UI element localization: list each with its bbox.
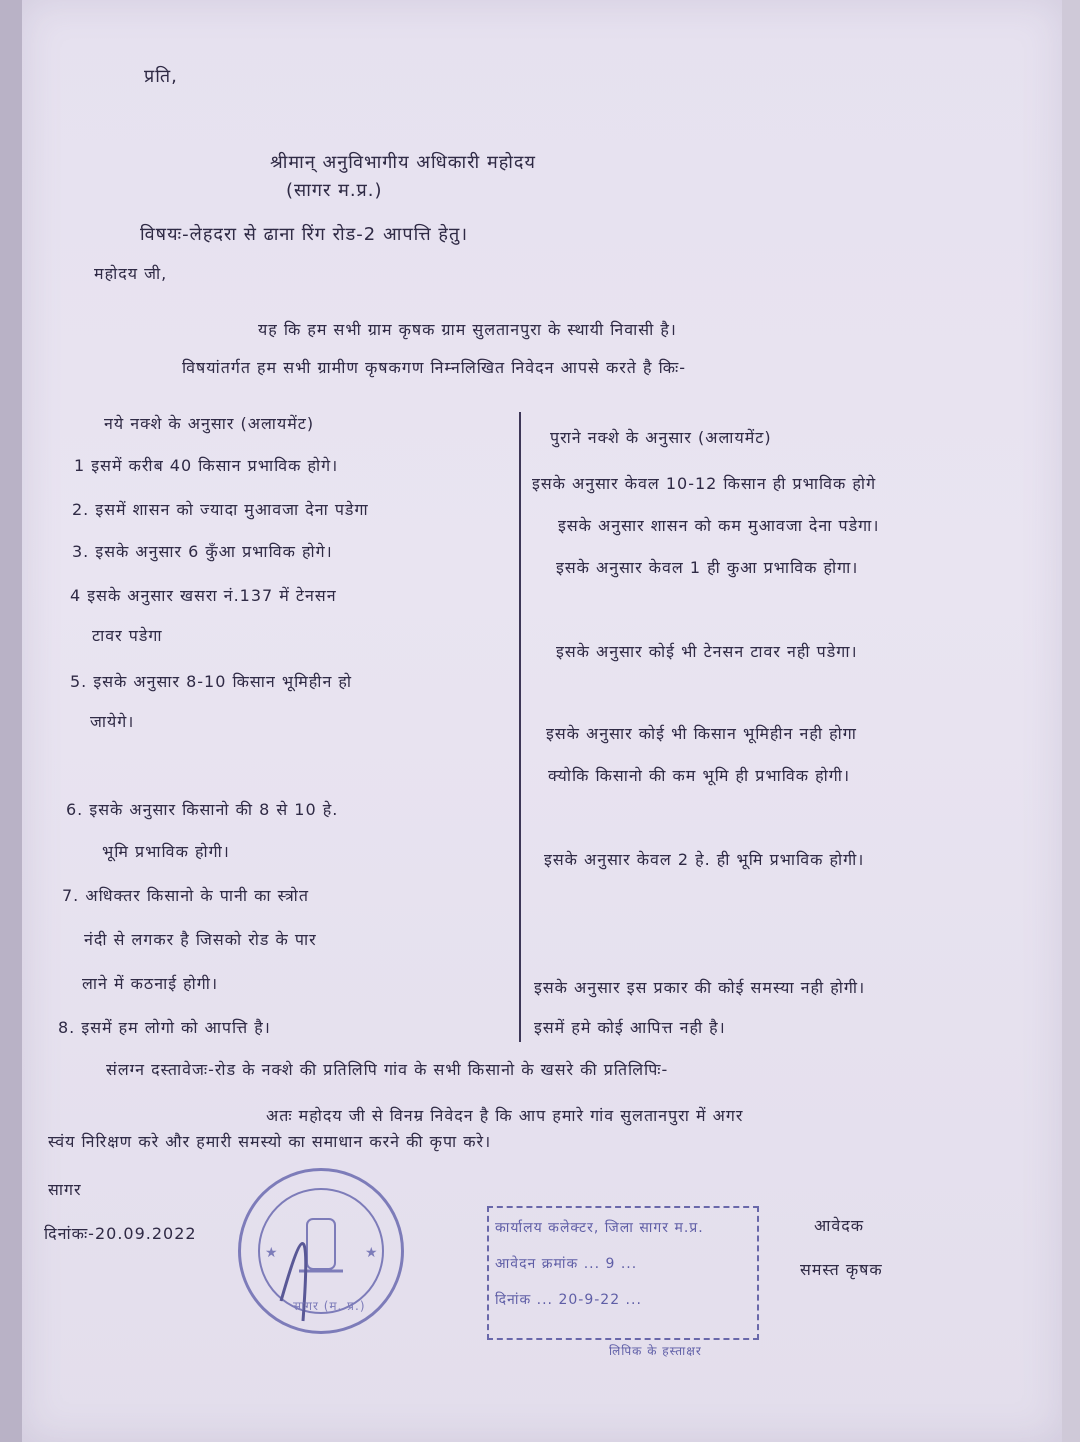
stamp-date: दिनांक ... 20-9-22 ... bbox=[495, 1292, 642, 1308]
applicant-name: समस्त कृषक bbox=[800, 1260, 883, 1279]
left-item: नंदी से लगकर है जिसको रोड के पार bbox=[84, 930, 317, 949]
left-item: 1 इसमें करीब 40 किसान प्रभाविक होगे। bbox=[74, 456, 339, 475]
left-column-header: नये नक्शे के अनुसार (अलायमेंट) bbox=[104, 414, 315, 433]
date: दिनांकः-20.09.2022 bbox=[44, 1224, 197, 1243]
svg-text:★: ★ bbox=[365, 1245, 378, 1261]
left-item: 7. अधिक्तर किसानो के पानी का स्त्रोत bbox=[62, 886, 309, 905]
left-item: लाने में कठनाई होगी। bbox=[82, 974, 219, 993]
place: सागर bbox=[48, 1180, 82, 1199]
left-item: 2. इसमें शासन को ज्यादा मुआवजा देना पडेगा bbox=[72, 500, 369, 519]
stamp-signature-label: लिपिक के हस्ताक्षर bbox=[609, 1344, 702, 1358]
svg-text:★: ★ bbox=[265, 1245, 278, 1261]
request-line1: अतः महोदय जी से विनम्र निवेदन है कि आप हमारे गांव सुलतानपुरा में अगर bbox=[266, 1106, 744, 1125]
stamp-office: कार्यालय कलेक्टर, जिला सागर म.प्र. bbox=[495, 1220, 704, 1236]
receipt-stamp bbox=[487, 1206, 759, 1358]
request-line2: स्वंय निरिक्षण करे और हमारी समस्यो का समाधान करने की कृपा करे। bbox=[48, 1132, 492, 1151]
left-item: 5. इसके अनुसार 8-10 किसान भूमिहीन हो bbox=[70, 672, 353, 691]
addressee-line1: श्रीमान् अनुविभागीय अधिकारी महोदय bbox=[270, 152, 536, 173]
right-item: क्योकि किसानो की कम भूमि ही प्रभाविक होगी। bbox=[548, 766, 851, 785]
right-item: इसके अनुसार कोई भी टेनसन टावर नही पडेगा। bbox=[556, 642, 858, 661]
greeting: महोदय जी, bbox=[94, 264, 168, 283]
right-column-header: पुराने नक्शे के अनुसार (अलायमेंट) bbox=[550, 428, 772, 447]
right-item: इसके अनुसार केवल 10-12 किसान ही प्रभाविक होगे bbox=[532, 474, 877, 493]
right-item: इसके अनुसार शासन को कम मुआवजा देना पडेगा। bbox=[558, 516, 880, 535]
page-background-edge bbox=[0, 0, 22, 1442]
left-item: 4 इसके अनुसार खसरा नं.137 में टेनसन bbox=[70, 586, 337, 605]
left-item: 8. इसमें हम लोगो को आपत्ति है। bbox=[58, 1018, 271, 1037]
right-item: इसके अनुसार केवल 2 हे. ही भूमि प्रभाविक होगी। bbox=[544, 850, 865, 869]
left-item: भूमि प्रभाविक होगी। bbox=[102, 842, 230, 861]
seal-text: सागर (म. प्र.) bbox=[293, 1299, 366, 1313]
left-item: 3. इसके अनुसार 6 कुँआ प्रभाविक होगे। bbox=[72, 542, 333, 561]
right-item: इसमें हमे कोई आपित्त नही है। bbox=[534, 1018, 726, 1037]
applicant-label: आवेदक bbox=[814, 1216, 865, 1235]
attachments-line: संलग्न दस्तावेजः-रोड के नक्शे की प्रतिलिपि गांव के सभी किसानो के खसरे की प्रतिलिपिः- bbox=[106, 1060, 669, 1079]
salutation-to: प्रति, bbox=[144, 66, 178, 87]
left-item: जायेगे। bbox=[90, 712, 135, 731]
addressee-line2: (सागर म.प्र.) bbox=[286, 180, 383, 201]
left-item: 6. इसके अनुसार किसानो की 8 से 10 हे. bbox=[66, 800, 339, 819]
intro-line2: विषयांतर्गत हम सभी ग्रामीण कृषकगण निम्नलिखित निवेदन आपसे करते है किः- bbox=[182, 358, 687, 377]
intro-line1: यह कि हम सभी ग्राम कृषक ग्राम सुलतानपुरा के स्थायी निवासी है। bbox=[258, 320, 677, 339]
subject-line: विषयः-लेहदरा से ढाना रिंग रोड-2 आपत्ति हेतु। bbox=[140, 224, 469, 245]
right-item: इसके अनुसार इस प्रकार की कोई समस्या नही होगी। bbox=[534, 978, 866, 997]
official-seal bbox=[238, 1168, 404, 1334]
right-item: इसके अनुसार केवल 1 ही कुआ प्रभाविक होगा। bbox=[556, 558, 859, 577]
right-item: इसके अनुसार कोई भी किसान भूमिहीन नही होगा bbox=[546, 724, 857, 743]
left-item: टावर पडेगा bbox=[92, 626, 163, 645]
column-divider bbox=[519, 412, 521, 1042]
stamp-number: आवेदन क्रमांक ... 9 ... bbox=[495, 1256, 638, 1272]
